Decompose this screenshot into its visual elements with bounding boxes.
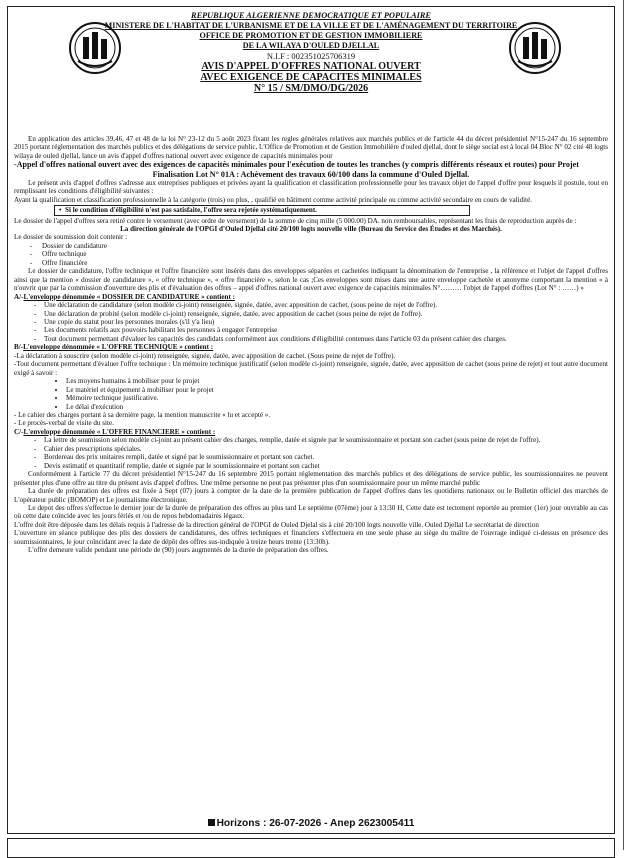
section-c-prefix: C/- (14, 427, 24, 436)
tender-notice (7, 6, 615, 834)
section-b-title: L'enveloppe dénommée « L'OFFRE TECHNIQUE » contient : (23, 343, 214, 352)
withdrawal-paragraph: Le dossier de l'appel d'offres sera retiré contre le versement (avec ordre de versement) de la somme de cinq mille (5 000.00) DA. non remboursables, représentant les frais de reproduction auprès de : (14, 216, 577, 225)
project-paragraph: -Appel d'offres national ouvert avec des exigences de capacités minimales pour l'exécution de toutes les tranches (y compris différents réseaux et routes) pour Projet (14, 160, 579, 170)
section-b-list (14, 377, 608, 411)
ministry-line: MINISTERE DE L'HABITAT DE L'URBANISME ET DE LA VILLE ET DE L'AMÉNAGEMENT DU TERRITOIRE (104, 21, 518, 30)
addressed-paragraph: Le présent avis d'appel d'offres s'adresse aux entreprises publiques et privées ayant la qualification et classification professionnelle pour les travaux objet de l'appel d'offre pour lesquels il postule, tout en remplissant les conditions d'éligibilité suivantes : (14, 178, 608, 196)
notice-subtitle: AVEC EXIGENCE DE CAPACITES MINIMALES (200, 72, 422, 83)
list-item: - Devis estimatif et quantitatif remplie, datée et signée par le soumissionnaire et portant son cachet (44, 462, 608, 470)
opening-paragraph: L'ouverture en séance publique des plis des dossiers de candidatures, des offres techniques et financiers s'effectuera en une seule phase au siège du maître de l'ouvrage indiqué ci-dessus en présence des soumissionnaires, le jour coïncidant avec la date de dépôt des offres sus-indiquée à treize heurs trente (13:30h). (14, 529, 608, 546)
notice-header (8, 11, 614, 94)
section-b-line: -Tout document permettant d'évaluer l'offre technique : Un mémoire technique justificatif (selon modèle ci-joint) renseignée, signée, datée, avec apposition de cachet (sous peine de rejet) et tout autre document exigé à savoir : (14, 360, 608, 377)
list-item: - Les documents relatifs aux pouvoirs habilitant les personnes à engager l'entreprise (44, 326, 608, 334)
list-item: - Offre financière (42, 259, 608, 267)
section-b-line: -La déclaration à souscrire (selon modèle ci-joint) renseignée, signée, datée, avec apposition de cachet. (Sous peine de rejet de l'offre). (14, 351, 396, 360)
notice-number: N° 15 / SM/DMO/DG/2026 (253, 83, 369, 94)
bullet-icon: • (59, 206, 66, 215)
page-edge-rule (623, 0, 624, 850)
notice-title: AVIS D'APPEL D'OFFRES NATIONAL OUVERT (201, 61, 421, 72)
list-item: - Bordereau des prix unitaires rempli, datée et signé par le soumissionnaire et portant son cachet. (44, 453, 608, 461)
list-item: - Offre technique (42, 250, 608, 258)
section-b-line: - Le procès-verbal de visite du site. (14, 419, 114, 428)
section-b-line: - Le cahier des charges portant à sa dernière page, la mention manuscrite « lu et accepté ». (14, 411, 271, 419)
list-item: - Cahier des prescriptions spéciales. (44, 445, 608, 453)
footer-text: Horizons : 26-07-2026 - Anep 2623005411 (216, 818, 415, 829)
dossier-list (14, 242, 608, 267)
list-item: • Les moyens humains à mobiliser pour le projet (66, 377, 608, 385)
section-c-title: L'enveloppe dénommée « L'OFFRE FINANCIERE » contient : (23, 427, 216, 436)
list-item: - La lettre de soumission selon modèle ci-joint au présent cahier des charges, remplie, datée et signée par le soumissionnaire et portant son cachet (sous peine de rejet de l'offre). (44, 436, 608, 444)
section-a-prefix: A/- (14, 292, 24, 301)
section-b-heading (14, 343, 608, 351)
wilaya-line: DE LA WILAYA D'OULED DJELLAL (242, 41, 380, 50)
republic-line: REPUBLIQUE ALGERIENNE DEMOCRATIQUE ET POPULAIRE (191, 11, 431, 20)
eligibility-box (54, 205, 470, 215)
dossier-contains: Le dossier de soumission doit contenir : (14, 233, 128, 242)
section-a-title: L'enveloppe dénommée « DOSSIER DE CANDIDATURE » contient : (23, 292, 235, 301)
list-item: - Tout document permettant d'évaluer les capacités des candidats conformément aux conditions d'éligibilité contenues dans l'article 03 du présent cahier des charges. (44, 335, 608, 343)
intro-paragraph: En application des articles 39,46, 47 et 48 de la loi N° 23-12 du 5 août 2023 fixant les regles générales relatives aux marchés publics et de l'article 44 du décret présidentiel N°15-247 du 16 septembre 2015 portant réglementation des marchés publics et des délégations de service public, L'Office de Promotion et de Gestion Immobilière d'ouled djellal, dont le siège social est à local 04 Bloc N° 02 cité 48 logts wilaya de ouled djellal, lance un avis d'appel d'offres national ouvert avec exigence de capacités minimales pour (14, 135, 608, 160)
section-a-heading (14, 293, 608, 301)
deposit-paragraph: Le depot des offres s'effectue le dernier jour de la durée de préparation des offres au plus tard Le septième (07ème) jour à 13:30 H, Cette date est tectement reportée au premier (1er) jour ouvrable au cas où cette date coïncide avec les jours fériés et /ou de repos hebdomadaires légaux. (14, 503, 608, 521)
notice-body (14, 135, 608, 555)
office-line: OFFICE DE PROMOTION ET DE GESTION IMMOBILIERE (199, 31, 423, 40)
list-item: • Le délai d'exécution (66, 403, 608, 411)
address-paragraph: L'offre doit être déposée dans les délais requis à l'adresse de la direction général de l'OPGI de Ouled Djelal sis à cité 20/100 logts nouvelle ville. Ouled Djellal Le secrétariat de direction (14, 520, 539, 529)
next-notice-frame (7, 838, 615, 858)
list-item: • Mémoire technique justificative. (66, 394, 608, 402)
section-b-prefix: B/- (14, 343, 24, 352)
validity-paragraph: L'offre demeure valide pendant une période de (90) jours augmentés de la durée de préparation des offres. (28, 546, 329, 555)
list-item: - Une copie du statut pour les personnes morales (s'il y'a lieu) (44, 318, 608, 326)
section-c-list (14, 436, 608, 470)
nif-line: N.I.F : 002351025706319 (266, 51, 356, 61)
list-item: - Dossier de candidature (42, 242, 608, 250)
list-item: • Le matériel et équipement à mobiliser pour le projet (66, 386, 608, 394)
list-item: - Une déclaration de candidature (selon modèle ci-joint) renseignée, signée, datée, avec apposition de cachet, (sous peine de rejet de l'offre). (44, 301, 608, 309)
eligibility-text: Si le condition d'éligibilité n'est pas satisfaite, l'offre sera rejetée systématiquement. (65, 206, 317, 215)
section-a-list (14, 301, 608, 343)
publication-footer (8, 818, 614, 829)
duration-paragraph: La durée de préparation des offres est fixée à Sept (07) jours à compter de la date de la première publication de l'appel d'offres dans les quotidiens nationaux ou le Bulletin officiel des marchés de L'opérateur public (BOMOP) et Le journalisme électronique. (14, 487, 608, 504)
list-item: - Une déclaration de probité (selon modèle ci-joint) renseignée, signée, datée, avec apposition de cachet (sous peine de rejet de l'offre). (44, 310, 608, 318)
envelopes-paragraph: Le dossier de candidature, l'offre technique et l'offre financière sont insérés dans des enveloppes séparées et cachetées indiquant la dénomination de l'entreprise , la référence et l'objet de l'appel d'offres ainsi que la mention « dossier de candidature », « offre technique », « offre financière », selon le cas ;Ces enveloppes sont mises dans une autre enveloppe cachetée et anonyme comportant la mention « à n'ouvrir que par la commission d'ouverture des plis et d'évaluation des offres – appel d'offres national ouvert avec exigence de capacités minimales N°……… l'objet de l'appel d'offres (Lot N° : ……) » (14, 267, 608, 293)
direction-line: La direction générale de l'OPGI d'Ouled Djellal cité 20/100 logts nouvelle ville (Bureau du Service des Études et des Marchés). (120, 225, 502, 234)
article77-paragraph: Conformément à l'article 77 du décret présidentiel N°15-247 du 16 septembre 2015 portant réglementation des marchés publics et des délégations de service public, les soumissionnaires ne peuvent présenter plus d'une offre au titre du présent avis d'appel d'offres. Une même personne ne peut pas présenter plus d'un soumissionnaire pour un même marché public (14, 470, 608, 487)
lot-line: Finalisation Lot N° 01A : Achèvement des travaux 60/100 dans la commune d'Ouled Djellal. (152, 169, 470, 179)
section-c-heading (14, 428, 608, 436)
square-icon (208, 819, 215, 826)
qualification-paragraph: Ayant la qualification et classification professionnelle à la catégorie (trois) ou plus, , qualifié en bâtiment comme activité principale ou comme activité secondaire en cours de validité. (14, 195, 532, 204)
